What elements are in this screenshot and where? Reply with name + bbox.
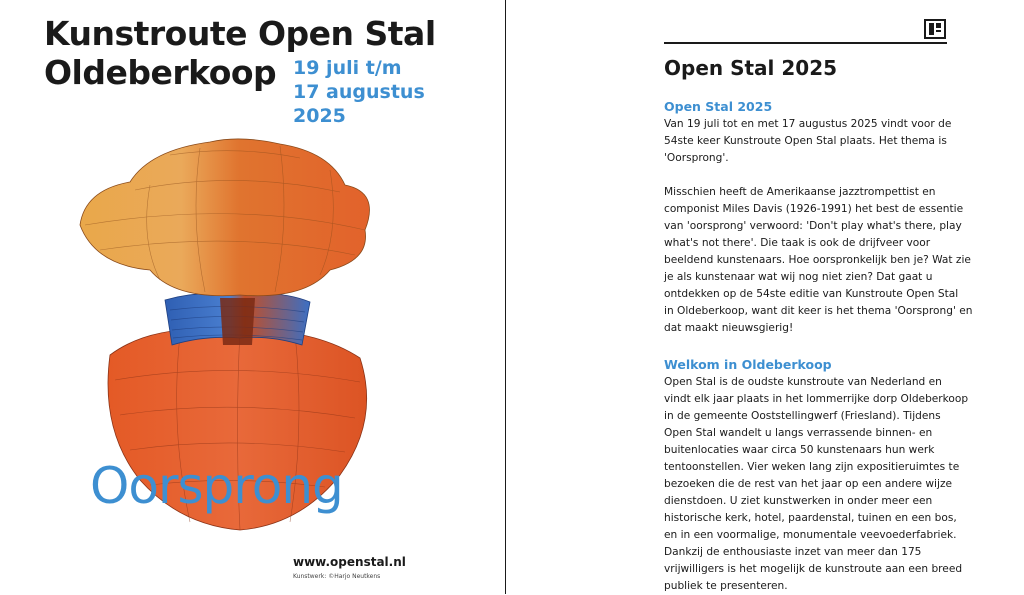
- poster-theme: Oorsprong: [90, 457, 343, 515]
- text-line: van 'oorsprong' verwoord: 'Don't play what's there, play: [664, 220, 962, 232]
- text-line: en in een voormalige, monumentale veevoederfabriek.: [664, 529, 957, 541]
- poster-page: [0, 0, 505, 594]
- text-line: dienstdoen. U ziet kunstwerken in onder meer een: [664, 495, 933, 507]
- poster-title-line2: Oldeberkoop: [44, 53, 277, 92]
- section-heading-open-stal-2025: Open Stal 2025: [664, 99, 773, 114]
- text-line: vrijwilligers is het mogelijk de kunstroute aan een breed: [664, 563, 963, 575]
- text-line: in Oldeberkoop, want dit keer is het thema 'Oorsprong' en: [664, 305, 973, 317]
- section2-paragraph1: [664, 374, 969, 595]
- text-line: Dankzij de enthousiaste inzet van meer dan 175: [664, 546, 922, 558]
- page-divider: [505, 0, 506, 594]
- poster-dates-line1: 19 juli t/m: [293, 57, 402, 79]
- section-heading-welkom: Welkom in Oldeberkoop: [664, 357, 832, 372]
- text-line: 'Oorsprong'.: [664, 152, 729, 164]
- text-line: in de gemeente Ooststellingwerf (Friesland). Tijdens: [664, 410, 941, 422]
- text-line: Misschien heeft de Amerikaanse jazztrompettist en: [664, 186, 936, 198]
- poster-dates-line3: 2025: [293, 105, 346, 127]
- poster-dates-line2: 17 augustus: [293, 81, 425, 103]
- text-line: Van 19 juli tot en met 17 augustus 2025 vindt voor de: [664, 118, 952, 130]
- text-line: publiek te presenteren.: [664, 580, 788, 592]
- section1-paragraph1: [664, 116, 954, 167]
- header-rule: [664, 42, 947, 44]
- open-stal-barn-logo-icon: [924, 18, 946, 40]
- poster-dates: [293, 56, 425, 128]
- text-line: beeldend kunstenaars. Hoe oorspronkelijk ben je? Wat zie: [664, 254, 971, 266]
- text-line: ontdekken op de 54ste editie van Kunstroute Open Stal: [664, 288, 959, 300]
- text-line: what's not there'. Die taak is ook de drijfveer voor: [664, 237, 931, 249]
- poster-url-link[interactable]: www.openstal.nl: [293, 555, 406, 569]
- text-line: vindt elk jaar plaats in het lommerrijke dorp Oldeberkoop: [664, 393, 969, 405]
- section1-paragraph2: [664, 184, 973, 337]
- text-line: historische kerk, hotel, paardenstal, tuinen en een bos,: [664, 512, 957, 524]
- poster-credit: Kunstwerk: ©Harjo Neutkens: [293, 573, 381, 580]
- article-content: [664, 98, 973, 595]
- text-line: componist Miles Davis (1926-1991) het best de essentie: [664, 203, 964, 215]
- text-line: 54ste keer Kunstroute Open Stal plaats. Het thema is: [664, 135, 947, 147]
- text-line: dat maakt nieuwsgierig!: [664, 322, 794, 334]
- poster-title-line1: Kunstroute Open Stal: [44, 14, 436, 53]
- text-line: je als kunstenaar wat wij nog niet zien? Dat gaat u: [664, 271, 933, 283]
- article-heading: Open Stal 2025: [664, 56, 838, 80]
- text-line: bezoeken die de rest van het jaar op een andere wijze: [664, 478, 953, 490]
- text-line: Open Stal wandelt u langs verrassende binnen- en: [664, 427, 933, 439]
- text-line: buitenlocaties waar circa 50 kunstenaars hun werk: [664, 444, 935, 456]
- text-line: tentoonstellen. Vier weken lang zijn expositieruimtes te: [664, 461, 960, 473]
- text-line: Open Stal is de oudste kunstroute van Nederland en: [664, 376, 942, 388]
